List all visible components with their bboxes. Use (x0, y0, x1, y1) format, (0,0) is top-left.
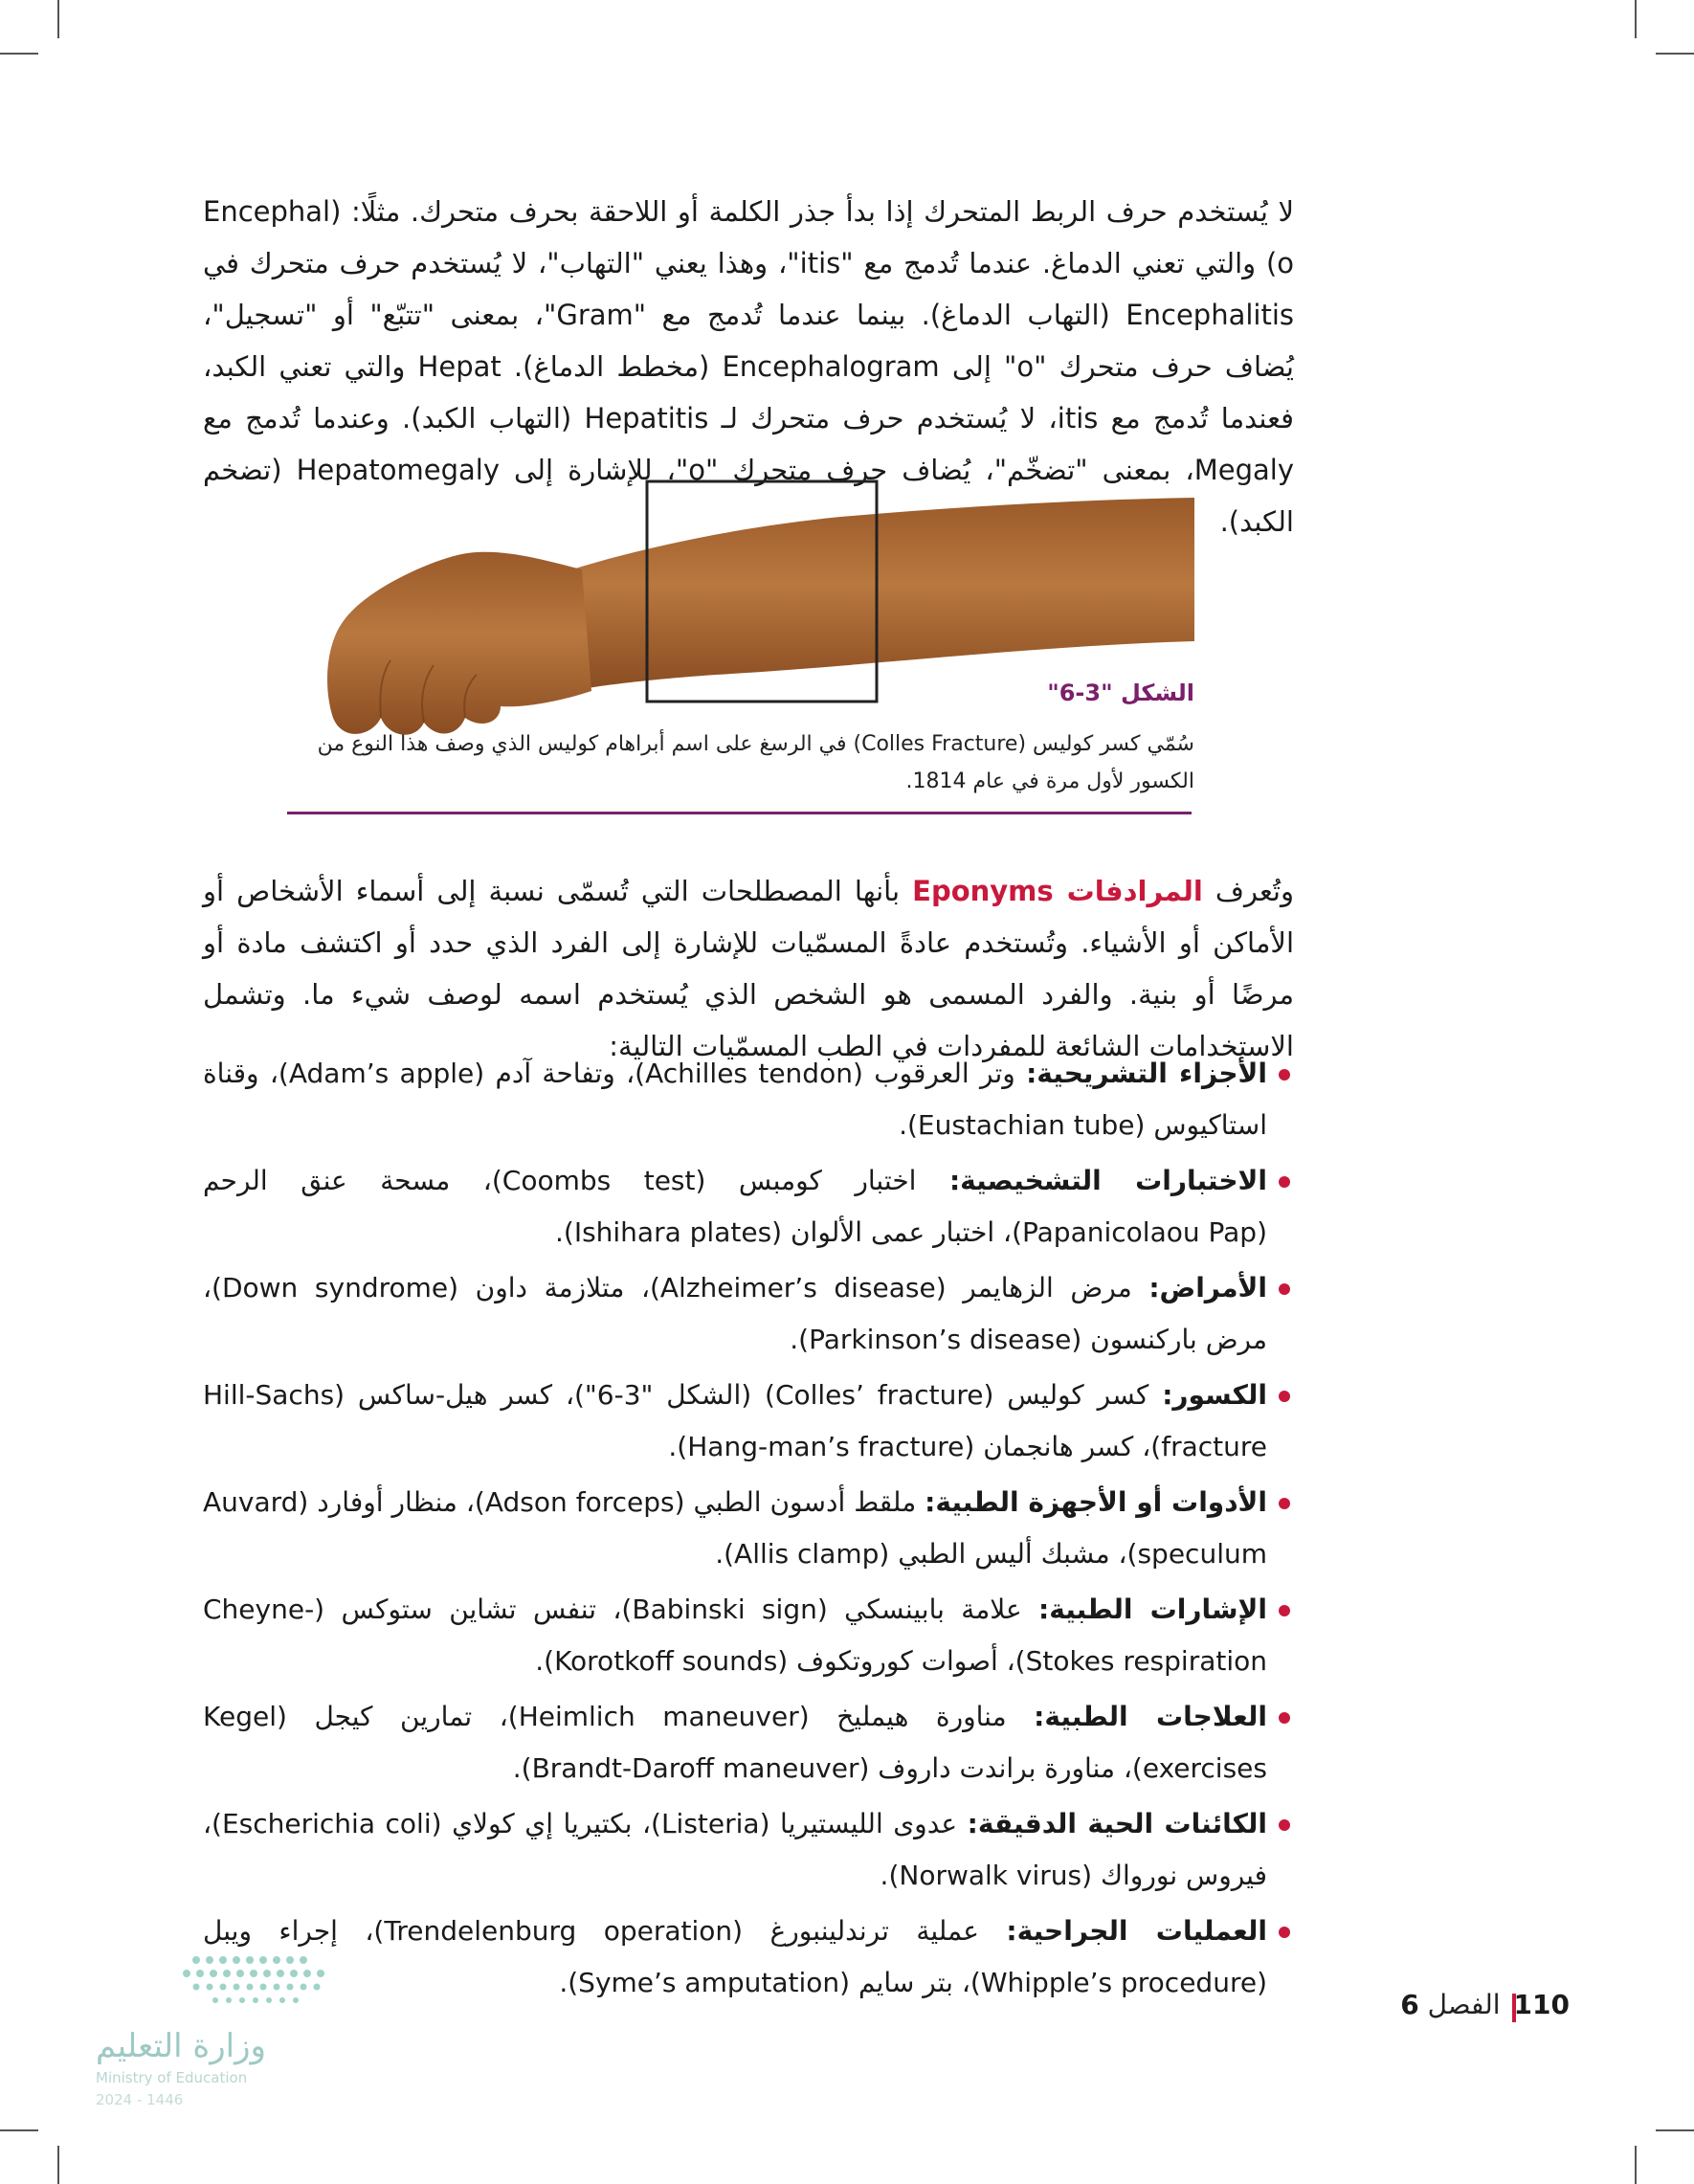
bullet-icon (1279, 1498, 1290, 1509)
crop-mark (1635, 2146, 1637, 2184)
forearm-shape (572, 498, 1194, 689)
list-item: الإشارات الطبية: علامة بابينسكي (Babinski sign)، تنفس تشاين ستوكس (Cheyne-Stokes respiration)، أصوات كوروتكوف (Korotkoff sounds). (203, 1584, 1304, 1687)
chapter-number: 6 (1400, 1989, 1419, 2020)
crop-mark (1635, 0, 1637, 38)
logo-arabic-text: وزارة التعليم (96, 2027, 266, 2065)
list-item: الأدوات أو الأجهزة الطبية: ملقط أدسون الطبي (Adson forceps)، منظار أوفارد (Auvard speculum)، مشبك أليس الطبي (Allis clamp). (203, 1477, 1304, 1580)
crop-mark (0, 2129, 38, 2131)
eponyms-term: المرادفات Eponyms (912, 875, 1203, 907)
crop-mark (1656, 53, 1694, 55)
bullet-icon (1279, 1176, 1290, 1188)
chapter-label: الفصل (1418, 1989, 1501, 2020)
bullet-icon (1279, 1391, 1290, 1402)
eponyms-paragraph (203, 865, 1294, 1072)
figure-colles-fracture (304, 479, 1194, 804)
crop-mark (0, 53, 38, 55)
crop-mark (1656, 2129, 1694, 2131)
crop-mark (57, 0, 59, 38)
intro-paragraph: لا يُستخدم حرف الربط المتحرك إذا بدأ جذر الكلمة أو اللاحقة بحرف متحرك. مثلًا: (Encephal (o والتي تعني الدماغ. عندما تُدمج مع "itis"، وهذا يعني "التهاب"، لا يُستخدم حرف متحرك في Encephalitis (التهاب الدماغ). بينما عندما تُدمج مع "Gram"، بمعنى "تتبّع" أو "تسجيل"، يُضاف حرف متحرك "o" إلى Encephalogram (مخطط الدماغ). Hepat والتي تعني الكبد، فعندما تُدمج مع itis، لا يُستخدم حرف متحرك لـ Hepatitis (التهاب الكبد). وعندما تُدمج مع Megaly، بمعنى "تضخّم"، يُضاف حرف متحرك "o"، للإشارة إلى Hepatomegaly (تضخم الكبد). (203, 195, 1295, 538)
bullet-icon (1279, 1819, 1290, 1831)
ministry-logo (96, 1952, 354, 2134)
bullet-icon (1279, 1712, 1290, 1724)
list-item: العلاجات الطبية: مناورة هيمليخ (Heimlich maneuver)، تمارين كيجل (Kegel exercises)، مناورة براندت داروف (Brandt-Daroff maneuver). (203, 1691, 1304, 1794)
list-item: الاختبارات التشخيصية: اختبار كومبس (Coombs test)، مسحة عنق الرحم (Papanicolaou Pap)، اختبار عمى الألوان (Ishihara plates). (203, 1155, 1304, 1259)
eponyms-lead: وتُعرف (1202, 875, 1295, 907)
list-item: الأجزاء التشريحية: وتر العرقوب (Achilles tendon)، وتفاحة آدم (Adam’s apple)، وقناة استاكيوس (Eustachian tube). (203, 1048, 1304, 1151)
figure-title: الشكل "3-6" (1047, 680, 1194, 706)
figure-caption: سُمّي كسر كوليس (Colles Fracture) في الرسغ على اسم أبراهام كوليس الذي وصف هذا النوع من الكسور لأول مرة في عام 1814. (317, 732, 1194, 793)
list-item: الكائنات الحية الدقيقة: عدوى الليستيريا (Listeria)، بكتيريا إي كولاي (Escherichia coli)، فيروس نورواك (Norwalk virus). (203, 1798, 1304, 1902)
bullet-icon (1279, 1927, 1290, 1938)
figure-divider (287, 812, 1192, 814)
logo-year-text: 2024 - 1446 (96, 2091, 184, 2108)
list-item: العمليات الجراحية: عملية ترندلينبورغ (Trendelenburg operation)، إجراء ويبل (Whipple’s procedure)، بتر سايم (Syme’s amputation). (203, 1905, 1304, 2009)
hand-shape (327, 552, 591, 735)
page-footer (1400, 1989, 1570, 2020)
logo-english-text: Ministry of Education (96, 2069, 248, 2086)
eponym-categories-list (203, 1048, 1304, 2013)
forearm-photo (304, 479, 1194, 766)
bullet-icon (1279, 1283, 1290, 1295)
crop-mark (57, 2146, 59, 2184)
page-number: 110 (1513, 1989, 1570, 2020)
bullet-icon (1279, 1069, 1290, 1081)
logo-dots-icon (177, 1952, 349, 2010)
list-item: الكسور: كسر كوليس (Colles’ fracture) (الشكل "3-6")، كسر هيل-ساكس (Hill-Sachs fracture)، كسر هانجمان (Hang-man’s fracture). (203, 1370, 1304, 1473)
bullet-icon (1279, 1605, 1290, 1616)
list-item: الأمراض: مرض الزهايمر (Alzheimer’s disease)، متلازمة داون (Down syndrome)، مرض باركنسون (Parkinson’s disease). (203, 1262, 1304, 1366)
eponyms-rest: بأنها المصطلحات التي تُسمّى نسبة إلى أسماء الأشخاص أو الأماكن أو الأشياء. وتُستخدم عادةً المسمّيات للإشارة إلى الفرد الذي حدد أو اكتشف مادة أو مرضًا أو بنية. والفرد المسمى هو الشخص الذي يُستخدم اسمه لوصف شيء ما. وتشمل الاستخدامات الشائعة للمفردات في الطب المسمّيات التالية: (203, 875, 1294, 1062)
